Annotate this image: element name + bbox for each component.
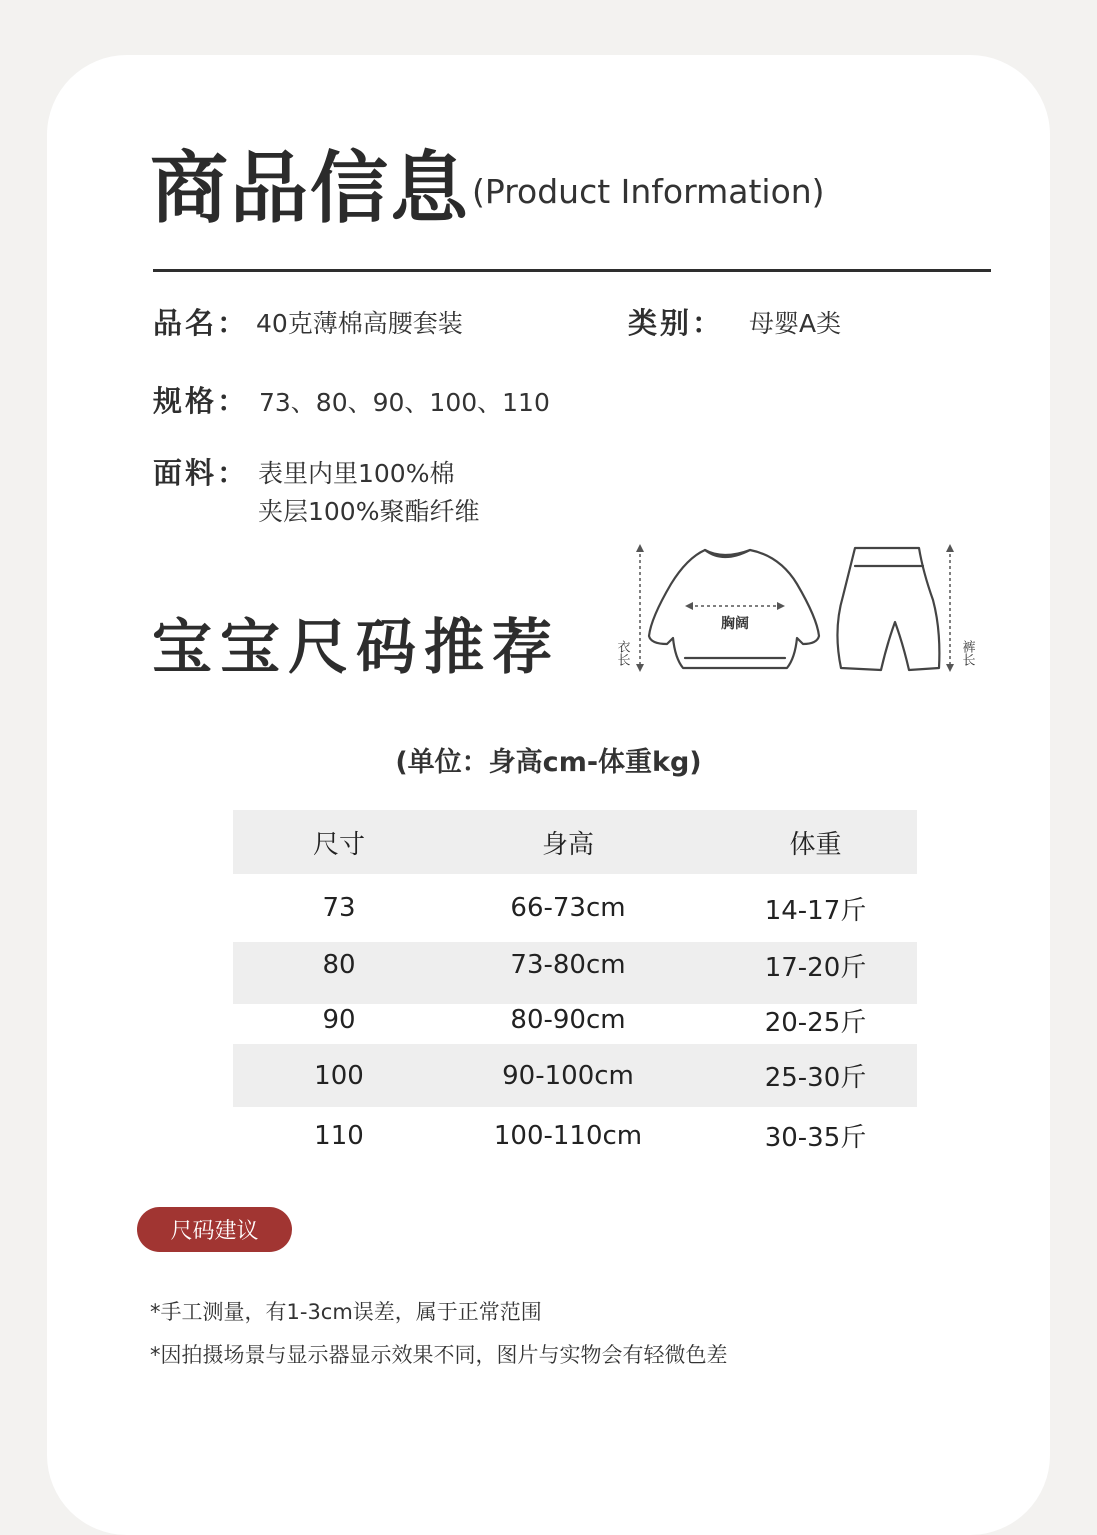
header-height: 身高 [541, 829, 594, 860]
table-row [233, 942, 917, 1004]
fabric-value-line2: 夹层100%聚酯纤维 [258, 497, 480, 526]
title-divider [153, 269, 991, 272]
pants-length-label: 裤长 [959, 640, 975, 666]
cell-size: 80 [322, 950, 356, 980]
spec-value: 73、80、90、100、110 [259, 388, 550, 417]
cell-height: 80-90cm [510, 1005, 626, 1035]
header-weight: 体重 [789, 829, 842, 860]
page-subtitle: (Product Information) [472, 172, 825, 211]
table-row [233, 874, 917, 942]
size-unit-note: (单位：身高cm-体重kg) [395, 747, 702, 778]
chest-label: 胸阔 [721, 616, 749, 632]
top-length-label: 衣长 [614, 640, 630, 666]
advice-note-measurement: *手工测量，有1-3cm误差，属于正常范围 [150, 1300, 542, 1324]
size-recommendation-title: 宝宝尺码推荐 [152, 613, 560, 683]
cell-height: 100-110cm [493, 1120, 643, 1151]
top-garment-outline [649, 550, 819, 668]
cell-weight: 17-20斤 [764, 952, 867, 983]
category-label: 类别： [628, 306, 725, 340]
cell-weight: 25-30斤 [764, 1063, 867, 1093]
cell-size: 110 [314, 1120, 364, 1151]
cell-size: 90 [322, 1005, 356, 1035]
table-row [233, 1044, 917, 1107]
cell-size: 100 [314, 1060, 364, 1091]
advice-note-color: *因拍摄场景与显示器显示效果不同，图片与实物会有轻微色差 [150, 1343, 728, 1367]
fabric-value-line1: 表里内里100%棉 [258, 459, 455, 488]
cell-weight: 30-35斤 [764, 1123, 867, 1153]
fabric-label: 面料： [153, 456, 250, 490]
table-header-row [233, 810, 917, 874]
table-row [233, 1004, 917, 1044]
product-name-value: 40克薄棉高腰套装 [256, 309, 463, 338]
cell-height: 90-100cm [502, 1060, 634, 1091]
product-name-label: 品名： [153, 306, 250, 340]
size-advice-badge: 尺码建议 [137, 1207, 292, 1252]
cell-size: 73 [322, 893, 356, 923]
cell-height: 66-73cm [510, 893, 626, 923]
spec-label: 规格： [153, 384, 250, 418]
cell-height: 73-80cm [510, 950, 626, 980]
size-table [233, 810, 917, 1164]
page-title: 商品信息 [150, 144, 471, 234]
category-value: 母婴A类 [749, 309, 842, 338]
header-size: 尺寸 [312, 829, 365, 860]
garment-measurement-diagram [605, 540, 995, 685]
cell-weight: 20-25斤 [764, 1007, 867, 1038]
table-row [233, 1107, 917, 1164]
cell-weight: 14-17斤 [764, 895, 867, 926]
